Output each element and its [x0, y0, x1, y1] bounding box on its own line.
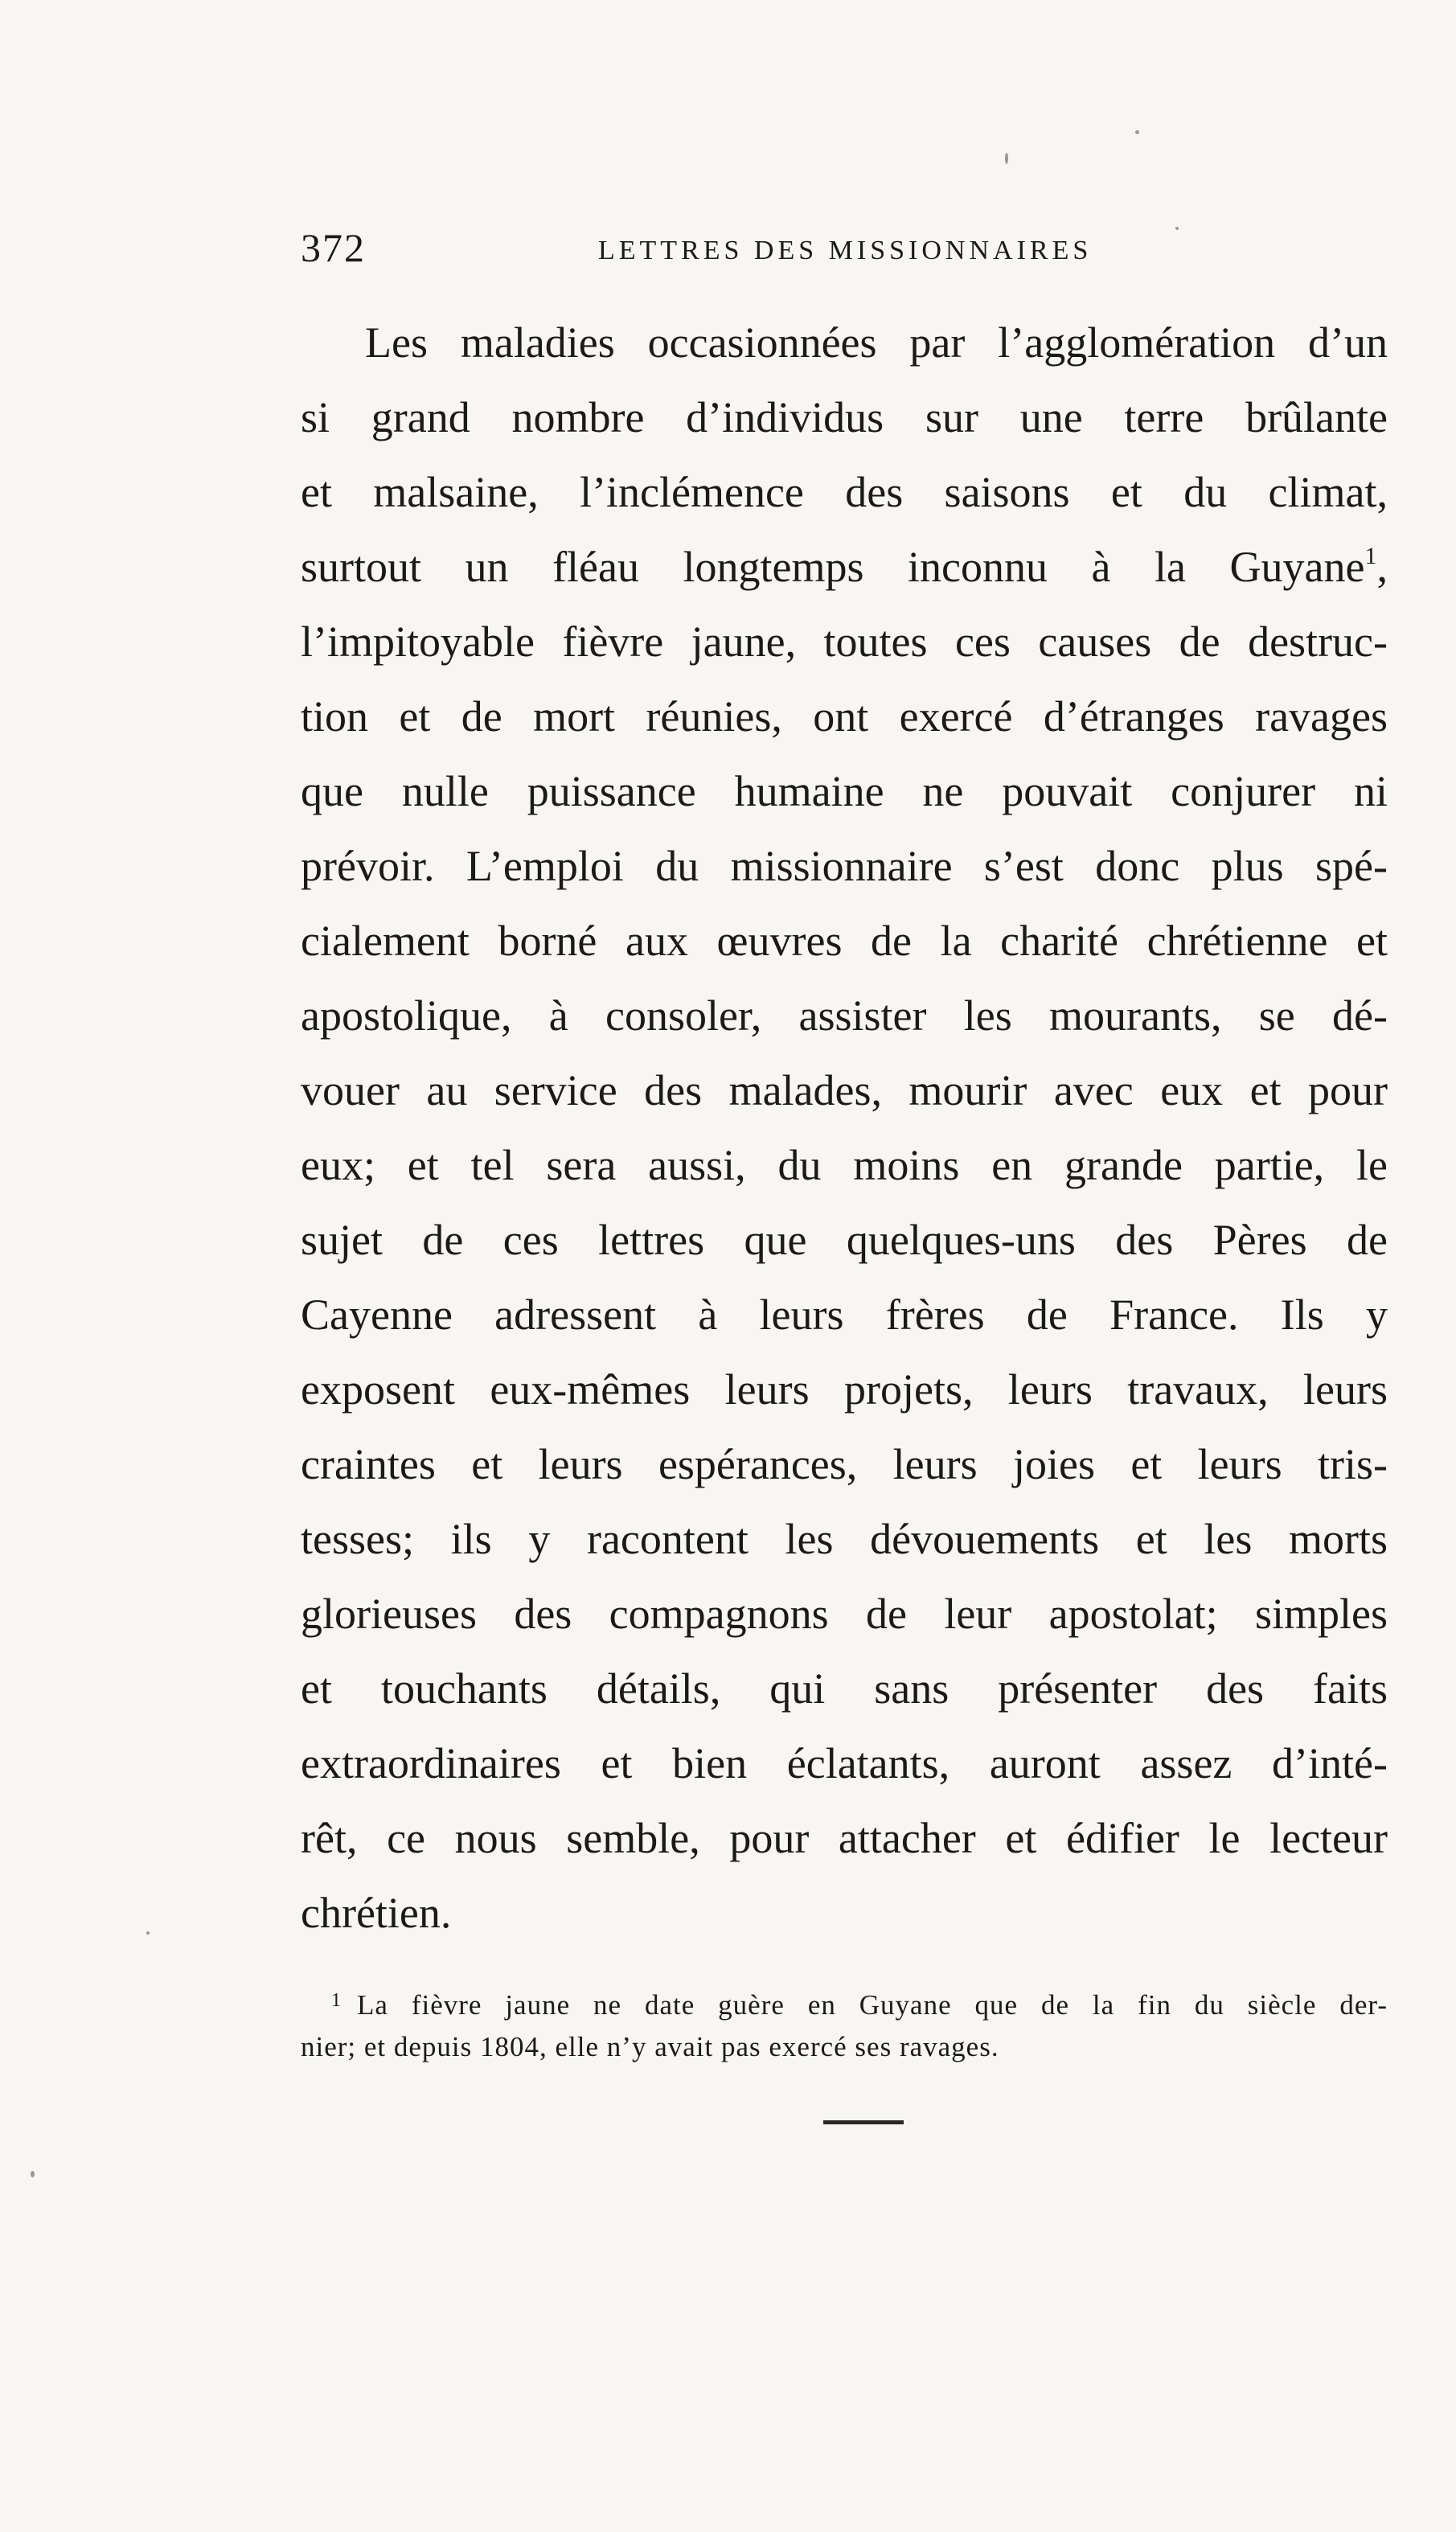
footnote-line: nier; et depuis 1804, elle n’y avait pas exercé ses ravages. [301, 2031, 999, 2062]
text-line: apostolique, à consoler, assister les mourants, se dé- [301, 991, 1388, 1040]
text-line: Cayenne adressent à leurs frères de France. Ils y [301, 1291, 1388, 1339]
text-line: eux; et tel sera aussi, du moins en grande partie, le [301, 1141, 1388, 1189]
footnote-reference: 1 [1364, 543, 1377, 569]
text-line: l’impitoyable fièvre jaune, toutes ces causes de destruc- [301, 618, 1388, 666]
page-header [301, 215, 1388, 280]
footnote-marker: 1 [331, 1990, 341, 2011]
footnote [301, 1978, 1388, 2070]
text-line: que nulle puissance humaine ne pouvait conjurer ni [301, 767, 1388, 815]
text-line: exposent eux-mêmes leurs projets, leurs travaux, leurs [301, 1365, 1388, 1414]
text-line: extraordinaires et bien éclatants, auront assez d’inté- [301, 1739, 1388, 1787]
footnote-line-text: La fièvre jaune ne date guère en Guyane que de la fin du siècle der- [357, 1989, 1388, 2021]
text-line: sujet de ces lettres que quelques-uns des Pères de [301, 1216, 1388, 1264]
paper-speck [1005, 153, 1008, 164]
paper-speck [31, 2171, 35, 2177]
end-rule [823, 2120, 904, 2124]
text-line-segment: surtout un fléau longtemps inconnu à la Guyane [301, 543, 1365, 591]
text-line: cialement borné aux œuvres de la charité chrétienne et [301, 917, 1388, 965]
text-line: tesses; ils y racontent les dévouements et les morts [301, 1515, 1388, 1563]
text-line: et malsaine, l’inclémence des saisons et du climat, [301, 468, 1388, 516]
text-line: craintes et leurs espérances, leurs joies et leurs tris- [301, 1440, 1388, 1488]
text-line: rêt, ce nous semble, pour attacher et édifier le lecteur [301, 1814, 1388, 1862]
body-paragraph [301, 306, 1388, 1951]
paper-speck [146, 1931, 150, 1935]
footnote-line [301, 1978, 1388, 2024]
text-line: tion et de mort réunies, ont exercé d’étranges ravages [301, 692, 1388, 741]
paper-speck [1135, 130, 1139, 134]
text-line: vouer au service des malades, mourir avec eux et pour [301, 1066, 1388, 1114]
paper-speck [1175, 227, 1179, 230]
text-line: prévoir. L’emploi du missionnaire s’est donc plus spé- [301, 842, 1388, 890]
text-line: et touchants détails, qui sans présenter des faits [301, 1664, 1388, 1713]
running-title: LETTRES DES MISSIONNAIRES [598, 236, 1093, 265]
text-line-with-footnote-ref [301, 530, 1388, 605]
text-line: si grand nombre d’individus sur une terre brûlante [301, 393, 1388, 441]
text-line: glorieuses des compagnons de leur apostolat; simples [301, 1590, 1388, 1638]
footnote-reference-comma: , [1376, 543, 1388, 591]
text-line: chrétien. [301, 1889, 452, 1937]
text-line: Les maladies occasionnées par l’agglomération d’un [365, 318, 1388, 367]
page-number: 372 [301, 225, 366, 270]
